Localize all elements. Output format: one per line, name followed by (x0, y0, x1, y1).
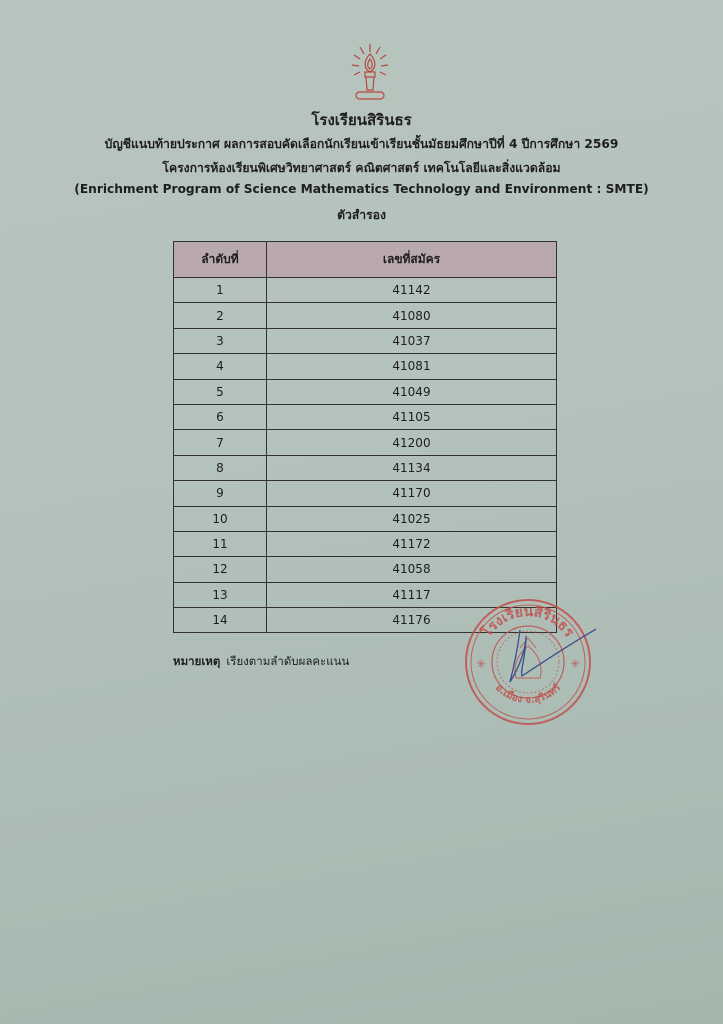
school-seal-stamp (460, 596, 596, 726)
seal-star-left-icon: ✳ (476, 657, 487, 671)
application-number-cell: 41058 (267, 557, 557, 582)
order-cell: 13 (174, 582, 267, 607)
seal-bottom-text: อ.เมือง จ.สุรินทร์ (492, 682, 564, 706)
application-number-cell: 41170 (267, 481, 557, 506)
order-cell: 1 (174, 278, 267, 303)
table-row (174, 328, 557, 353)
seal-star-right-icon: ✳ (570, 657, 581, 671)
footnote-label: หมายเหตุ (173, 654, 221, 668)
table-row (174, 278, 557, 303)
application-number-cell: 41080 (267, 303, 557, 328)
application-number-cell: 41049 (267, 379, 557, 404)
table-row (174, 404, 557, 429)
footnote (173, 653, 349, 671)
list-type: ตัวสำรอง (337, 208, 386, 222)
column-header-application-number: เลขที่สมัคร (267, 242, 557, 278)
table-row (174, 455, 557, 480)
order-cell: 7 (174, 430, 267, 455)
column-header-order: ลำดับที่ (174, 242, 267, 278)
application-number-cell: 41117 (267, 582, 557, 607)
application-number-cell: 41176 (267, 608, 557, 633)
school-emblem-icon (350, 42, 390, 106)
application-number-cell: 41081 (267, 354, 557, 379)
seal-top-text: โรงเรียนสิรินธร (478, 603, 578, 641)
footnote-text: เรียงตามลำดับผลคะแนน (226, 654, 350, 668)
application-number-cell: 41025 (267, 506, 557, 531)
application-number-cell: 41037 (267, 328, 557, 353)
order-cell: 10 (174, 506, 267, 531)
table-row (174, 430, 557, 455)
table-row (174, 557, 557, 582)
table-row (174, 506, 557, 531)
order-cell: 9 (174, 481, 267, 506)
program-name-thai: โครงการห้องเรียนพิเศษวิทยาศาสตร์ คณิตศาสตร์ เทคโนโลยีและสิ่งแวดล้อม (162, 161, 561, 175)
school-name: โรงเรียนสิรินธร (311, 111, 412, 129)
table-row (174, 303, 557, 328)
program-name-english: (Enrichment Program of Science Mathematics Technology and Environment : SMTE) (74, 182, 649, 196)
table-row (174, 379, 557, 404)
application-number-cell: 41200 (267, 430, 557, 455)
table-row (174, 354, 557, 379)
order-cell: 2 (174, 303, 267, 328)
application-number-cell: 41172 (267, 531, 557, 556)
order-cell: 14 (174, 608, 267, 633)
order-cell: 11 (174, 531, 267, 556)
application-number-cell: 41142 (267, 278, 557, 303)
order-cell: 8 (174, 455, 267, 480)
application-number-cell: 41105 (267, 404, 557, 429)
application-number-cell: 41134 (267, 455, 557, 480)
order-cell: 3 (174, 328, 267, 353)
order-cell: 5 (174, 379, 267, 404)
announcement-title: บัญชีแนบท้ายประกาศ ผลการสอบคัดเลือกนักเรียนเข้าเรียนชั้นมัธยมศึกษาปีที่ 4 ปีการศึกษา 2569 (104, 137, 619, 151)
table-row (174, 481, 557, 506)
table-header-row (174, 242, 557, 278)
order-cell: 12 (174, 557, 267, 582)
order-cell: 6 (174, 404, 267, 429)
svg-text:อ.เมือง จ.สุรินทร์ (493, 681, 564, 706)
table-row (174, 531, 557, 556)
reserve-list-table (173, 241, 557, 633)
order-cell: 4 (174, 354, 267, 379)
